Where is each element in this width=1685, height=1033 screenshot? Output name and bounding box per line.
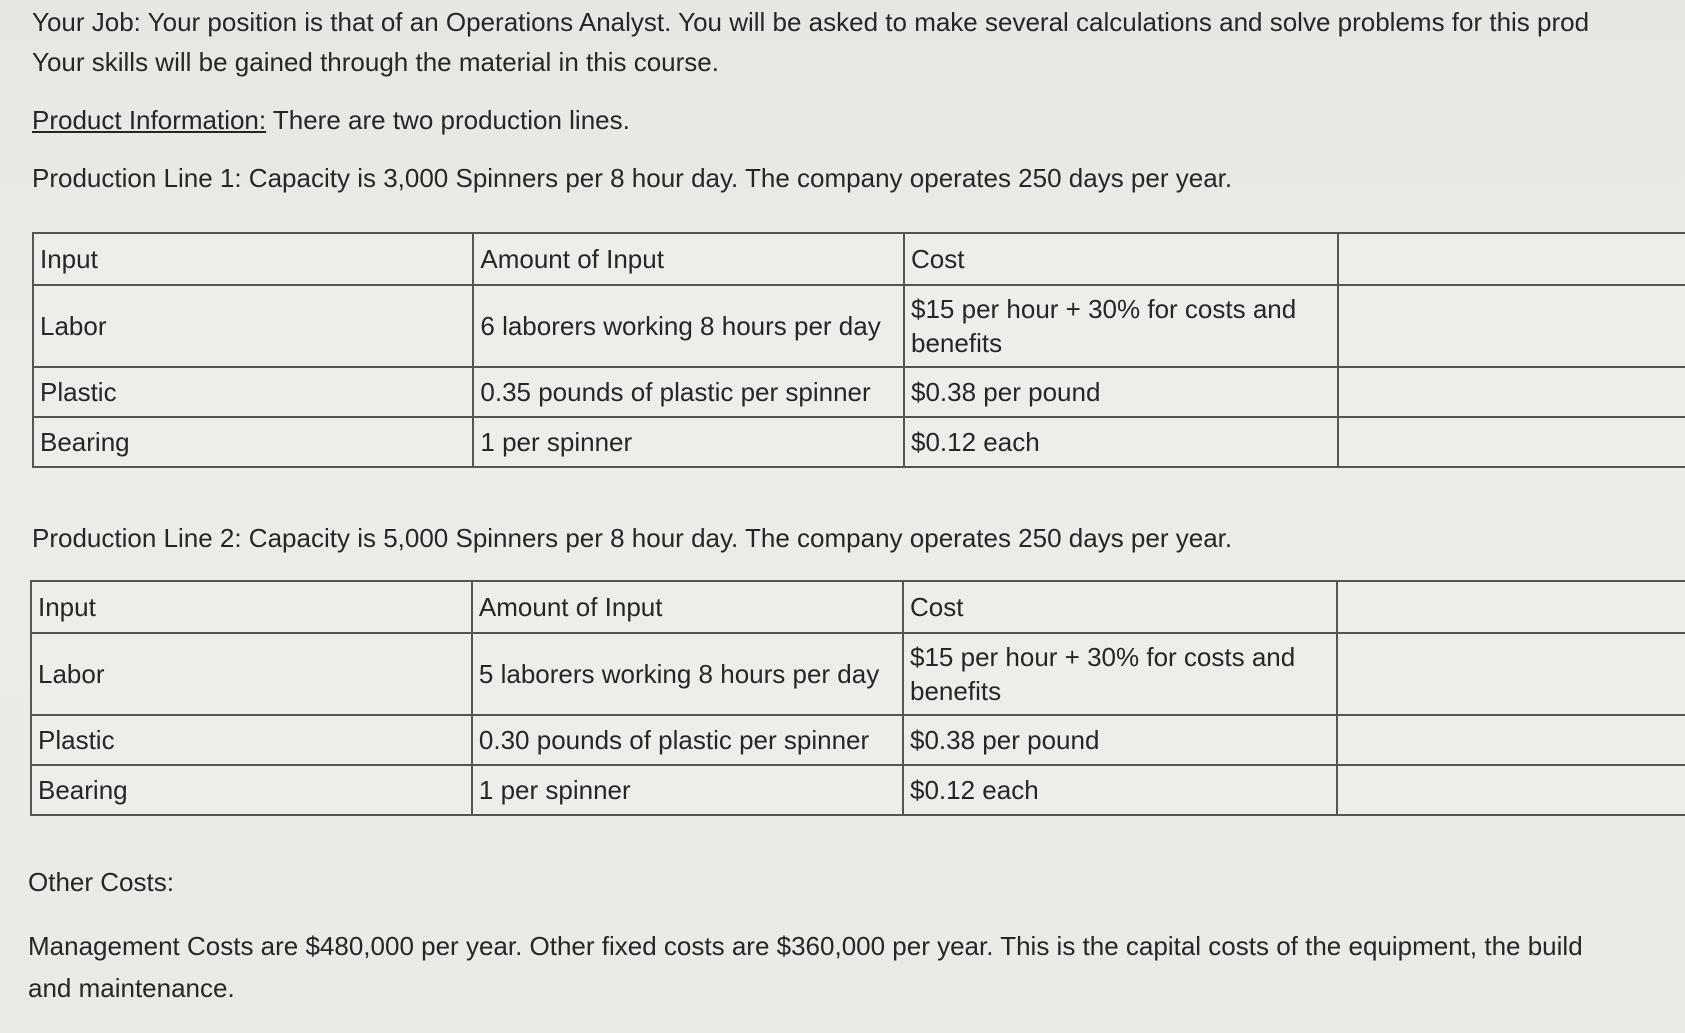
other-costs-text-line2: and maintenance. xyxy=(28,973,235,1003)
cell-amount: 0.35 pounds of plastic per spinner xyxy=(473,367,904,417)
product-info-label: Product Information: xyxy=(32,105,267,135)
header-extra xyxy=(1338,233,1685,285)
header-extra xyxy=(1337,581,1685,633)
cell-input: Plastic xyxy=(31,715,472,765)
table-header-row xyxy=(31,581,1685,633)
cell-cost: $0.38 per pound xyxy=(904,367,1338,417)
cell-amount: 6 laborers working 8 hours per day xyxy=(473,285,904,367)
table-row xyxy=(31,633,1685,715)
product-information xyxy=(32,104,630,136)
header-input: Input xyxy=(31,581,472,633)
cell-input: Plastic xyxy=(33,367,473,417)
cell-amount: 1 per spinner xyxy=(473,417,904,467)
line1-table xyxy=(32,232,1685,468)
table-row xyxy=(33,285,1685,367)
cell-cost: $15 per hour + 30% for costs and benefits xyxy=(904,285,1338,367)
table-row xyxy=(31,715,1685,765)
cell-cost: $0.12 each xyxy=(903,765,1337,815)
cell-input: Labor xyxy=(31,633,472,715)
skills-text: Your skills will be gained through the material in this course. xyxy=(32,47,719,77)
table-row xyxy=(33,367,1685,417)
cell-amount: 5 laborers working 8 hours per day xyxy=(472,633,903,715)
table-row xyxy=(31,765,1685,815)
job-description xyxy=(32,6,1589,38)
cell-cost: $15 per hour + 30% for costs and benefits xyxy=(903,633,1337,715)
product-info-text: There are two production lines. xyxy=(266,105,630,135)
header-input: Input xyxy=(33,233,473,285)
cell-extra xyxy=(1338,417,1685,467)
table-header-row xyxy=(33,233,1685,285)
cell-amount: 1 per spinner xyxy=(472,765,903,815)
cell-input: Bearing xyxy=(33,417,473,467)
header-cost: Cost xyxy=(904,233,1338,285)
line2-table xyxy=(30,580,1685,816)
cell-extra xyxy=(1337,765,1685,815)
cell-extra xyxy=(1337,715,1685,765)
line2-heading: Production Line 2: Capacity is 5,000 Spinners per 8 hour day. The company operates 250 days per year. xyxy=(32,523,1233,553)
cell-extra xyxy=(1338,367,1685,417)
job-text: Your position is that of an Operations Analyst. You will be asked to make several calculations and solve problems for this prod xyxy=(140,7,1590,37)
header-amount: Amount of Input xyxy=(472,581,903,633)
header-amount: Amount of Input xyxy=(473,233,904,285)
job-label: Your Job: xyxy=(32,7,141,37)
cell-extra xyxy=(1337,633,1685,715)
line1-heading: Production Line 1: Capacity is 3,000 Spinners per 8 hour day. The company operates 250 days per year. xyxy=(32,163,1233,193)
other-costs-text-line1: Management Costs are $480,000 per year. Other fixed costs are $360,000 per year. This is the capital costs of the equipment, the build xyxy=(28,931,1583,961)
cell-extra xyxy=(1338,285,1685,367)
cell-cost: $0.38 per pound xyxy=(903,715,1337,765)
header-cost: Cost xyxy=(903,581,1337,633)
other-costs-label: Other Costs: xyxy=(28,867,174,897)
table-row xyxy=(33,417,1685,467)
cell-input: Labor xyxy=(33,285,473,367)
cell-input: Bearing xyxy=(31,765,472,815)
cell-amount: 0.30 pounds of plastic per spinner xyxy=(472,715,903,765)
cell-cost: $0.12 each xyxy=(904,417,1338,467)
